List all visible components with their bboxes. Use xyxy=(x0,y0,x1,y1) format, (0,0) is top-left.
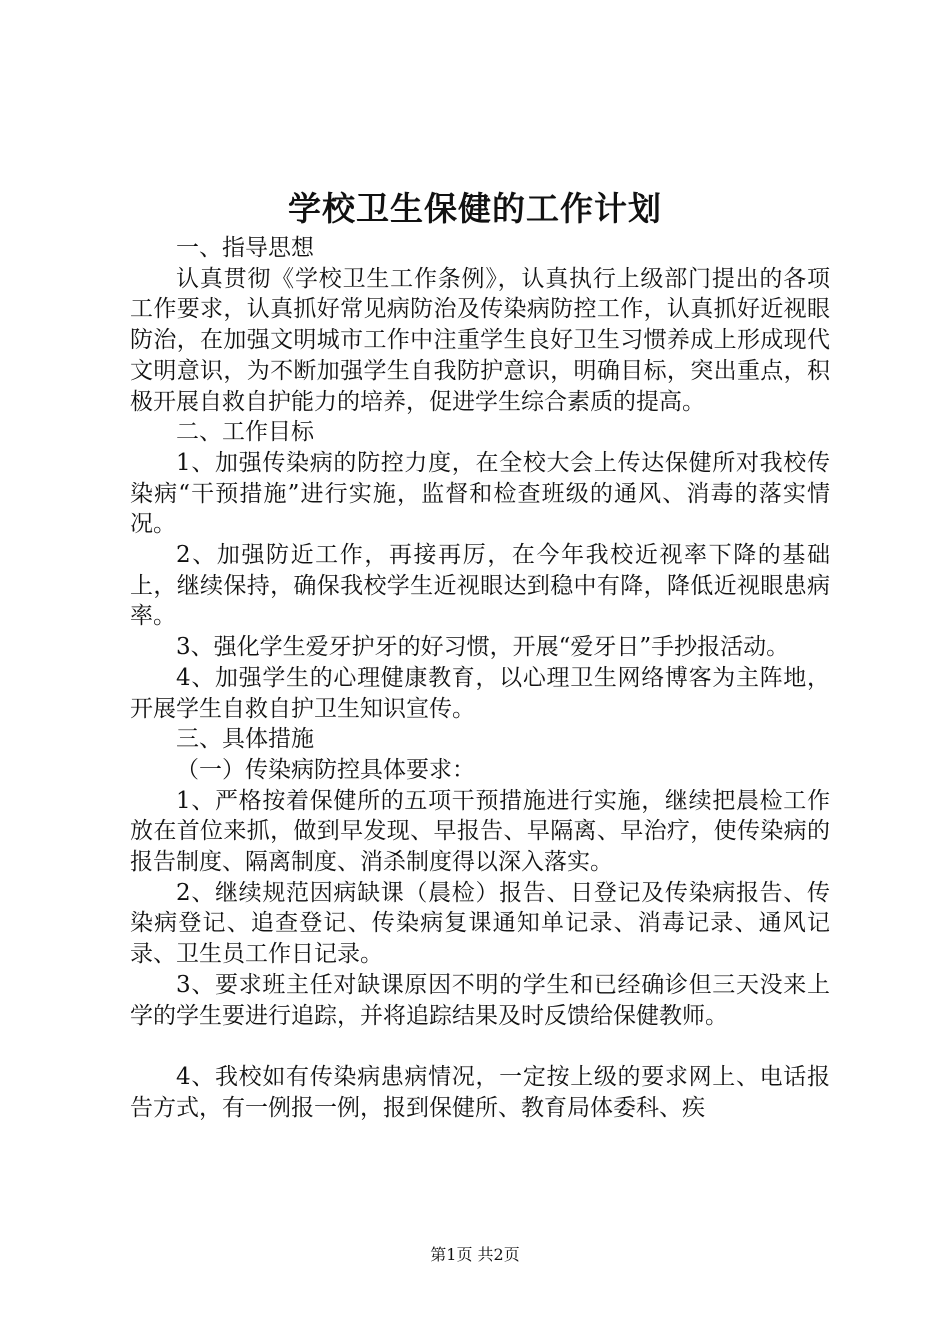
document-body xyxy=(130,233,830,1123)
paragraph: 2、继续规范因病缺课（晨检）报告、日登记及传染病报告、传染病登记、追查登记、传染病复课通知单记录、消毒记录、通风记录、卫生员工作日记录。 xyxy=(130,879,830,968)
paragraph: 1、严格按着保健所的五项干预措施进行实施，继续把晨检工作放在首位来抓，做到早发现、早报告、早隔离、早治疗，使传染病的报告制度、隔离制度、消杀制度得以深入落实。 xyxy=(130,787,830,876)
section-heading: 二、工作目标 xyxy=(176,419,314,446)
paragraph: 4、加强学生的心理健康教育，以心理卫生网络博客为主阵地，开展学生自救自护卫生知识宣传。 xyxy=(130,664,830,722)
page-footer: 第1页 共2页 xyxy=(430,1245,520,1264)
paragraph: 4、我校如有传染病患病情况，一定按上级的要求网上、电话报告方式，有一例报一例，报到保健所、教育局体委科、疾 xyxy=(130,1063,830,1121)
paragraph: 认真贯彻《学校卫生工作条例》，认真执行上级部门提出的各项工作要求，认真抓好常见病防治及传染病防控工作，认真抓好近视眼防治，在加强文明城市工作中注重学生良好卫生习惯养成上形成现代文明意识，为不断加强学生自我防护意识，明确目标，突出重点，积极开展自救自护能力的培养，促进学生综合素质的提高。 xyxy=(130,265,830,415)
paragraph: 3、强化学生爱牙护牙的好习惯，开展“爱牙日”手抄报活动。 xyxy=(176,634,790,661)
document-title: 学校卫生保健的工作计划 xyxy=(288,189,662,228)
section-heading: 一、指导思想 xyxy=(176,235,314,261)
section-heading: 三、具体措施 xyxy=(176,726,314,753)
subsection-heading: （一）传染病防控具体要求： xyxy=(176,756,475,783)
paragraph: 1、加强传染病的防控力度，在全校大会上传达保健所对我校传染病“干预措施”进行实施，监督和检查班级的通风、消毒的落实情况。 xyxy=(130,449,830,538)
paragraph: 2、加强防近工作，再接再厉，在今年我校近视率下降的基础上，继续保持，确保我校学生近视眼达到稳中有降，降低近视眼患病率。 xyxy=(130,542,830,630)
paragraph: 3、要求班主任对缺课原因不明的学生和已经确诊但三天没来上学的学生要进行追踪，并将追踪结果及时反馈给保健教师。 xyxy=(130,971,830,1029)
